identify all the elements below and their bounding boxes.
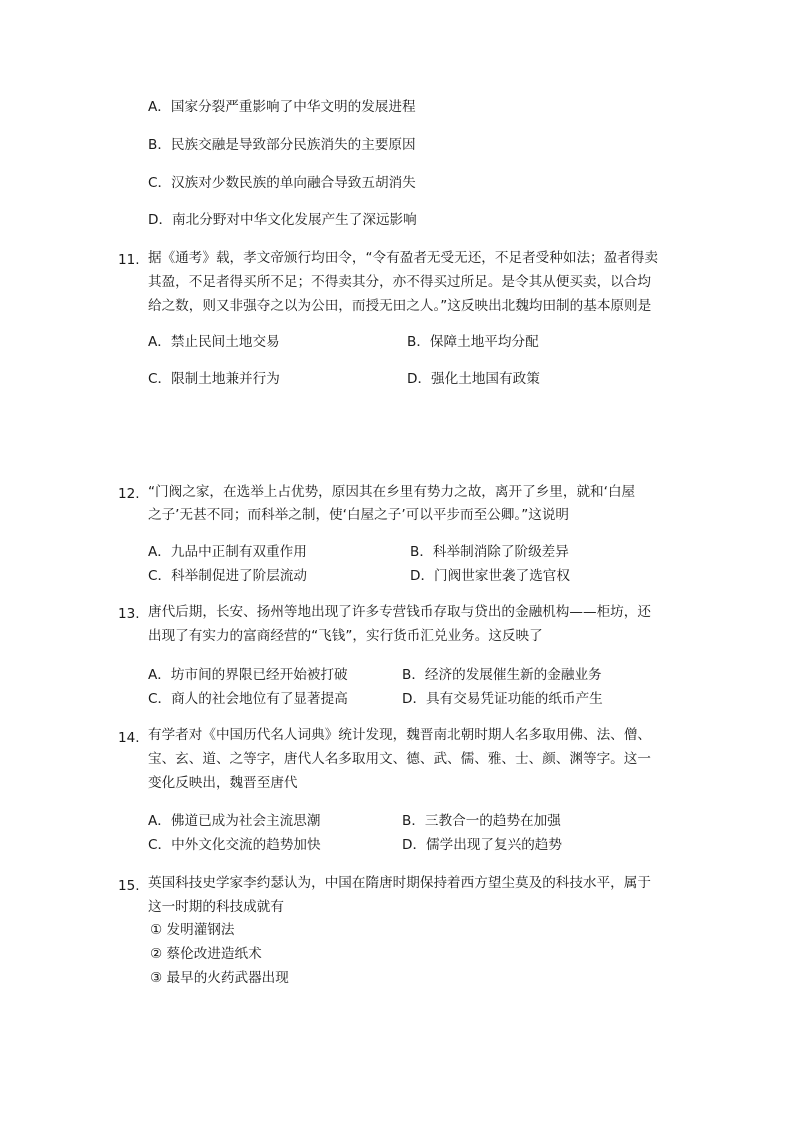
q13-option-d: D．具有交易凭证功能的纸币产生 xyxy=(402,691,603,707)
q13-option-c: C．商人的社会地位有了显著提高 xyxy=(148,691,348,707)
q12-stem-line-1: “门阀之家，在选举上占优势，原因其在乡里有势力之故，离开了乡里，就和‘白屋 xyxy=(148,484,636,500)
q13-stem-line-1: 唐代后期，长安、扬州等地出现了许多专营钱币存取与贷出的金融机构——柜坊，还 xyxy=(148,604,651,620)
q11-option-a: A．禁止民间土地交易 xyxy=(148,334,280,350)
q12-option-c: C．科举制促进了阶层流动 xyxy=(148,568,308,584)
q10-option-a: A．国家分裂严重影响了中华文明的发展进程 xyxy=(148,99,416,115)
q10-option-c: C．汉族对少数民族的单向融合导致五胡消失 xyxy=(148,175,416,191)
q15-item-3: ③ 最早的火药武器出现 xyxy=(150,970,289,986)
q10-option-d: D．南北分野对中华文化发展产生了深远影响 xyxy=(148,212,417,228)
q14-number: 14. xyxy=(118,730,140,746)
q12-number: 12. xyxy=(118,486,140,502)
q11-number: 11. xyxy=(118,252,140,268)
q15-item-1: ① 发明灌钢法 xyxy=(150,922,235,938)
q14-option-c: C．中外文化交流的趋势加快 xyxy=(148,837,321,853)
q14-option-d: D．儒学出现了复兴的趋势 xyxy=(402,837,562,853)
q15-stem-line-2: 这一时期的科技成就有 xyxy=(148,899,284,915)
q12-option-b: B．科举制消除了阶级差异 xyxy=(410,544,569,560)
q14-option-b: B．三教合一的趋势在加强 xyxy=(402,813,561,829)
q12-stem-line-2: 之子’无甚不同；而科举之制，使‘白屋之子’可以平步而至公卿。”这说明 xyxy=(148,507,570,523)
q13-number: 13. xyxy=(118,606,140,622)
q13-option-b: B．经济的发展催生新的金融业务 xyxy=(402,667,602,683)
q11-stem-line-2: 其盈，不足者得买所不足；不得卖其分，亦不得买过所足。是令其从便买卖，以合均 xyxy=(148,274,651,290)
q11-stem-line-3: 给之数，则又非强夺之以为公田，而授无田之人。”这反映出北魏均田制的基本原则是 xyxy=(148,298,652,314)
q15-stem-line-1: 英国科技史学家李约瑟认为，中国在隋唐时期保持着西方望尘莫及的科技水平，属于 xyxy=(148,875,651,891)
q11-option-d: D．强化土地国有政策 xyxy=(407,371,540,387)
q15-item-2: ② 蔡伦改进造纸术 xyxy=(150,946,262,962)
q14-option-a: A．佛道已成为社会主流思潮 xyxy=(148,813,321,829)
q14-stem-line-3: 变化反映出，魏晋至唐代 xyxy=(148,775,298,791)
q11-option-c: C．限制土地兼并行为 xyxy=(148,371,280,387)
q14-stem-line-2: 宝、玄、道、之等字，唐代人名多取用文、德、武、儒、雅、士、颜、渊等字。这一 xyxy=(148,751,651,767)
q11-stem-line-1: 据《通考》载，孝文帝颁行均田令，“令有盈者无受无还，不足者受种如法；盈者得卖 xyxy=(148,250,659,266)
q12-option-d: D．门阀世家世袭了选官权 xyxy=(410,568,570,584)
q11-option-b: B．保障土地平均分配 xyxy=(407,334,539,350)
q10-option-b: B．民族交融是导致部分民族消失的主要原因 xyxy=(148,137,416,153)
q12-option-a: A．九品中正制有双重作用 xyxy=(148,544,307,560)
q15-number: 15. xyxy=(118,878,140,894)
q13-stem-line-2: 出现了有实力的富商经营的“飞钱”，实行货币汇兑业务。这反映了 xyxy=(148,628,543,644)
q14-stem-line-1: 有学者对《中国历代名人词典》统计发现，魏晋南北朝时期人名多取用佛、法、僧、 xyxy=(148,727,651,743)
q13-option-a: A．坊市间的界限已经开始被打破 xyxy=(148,667,348,683)
